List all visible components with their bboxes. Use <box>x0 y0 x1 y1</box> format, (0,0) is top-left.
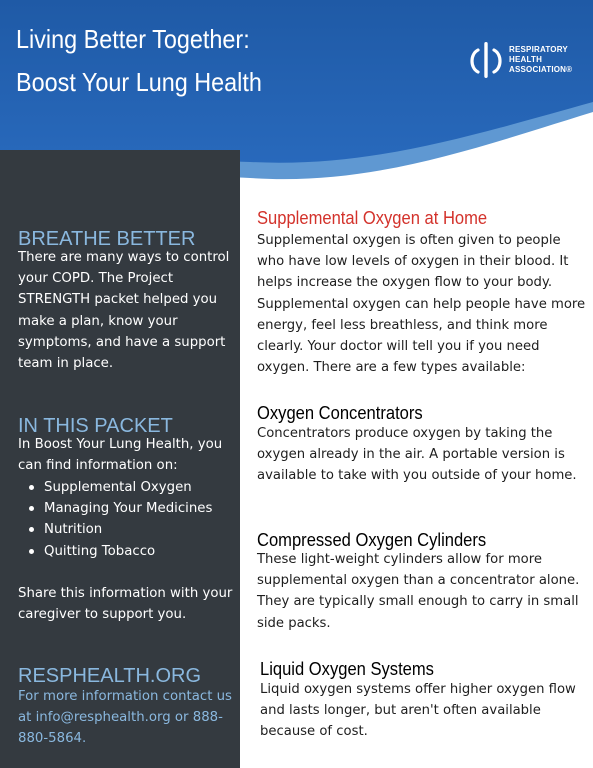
organization-logo <box>466 40 586 80</box>
section-heading-supplemental-oxygen: Supplemental Oxygen at Home <box>257 208 488 228</box>
section-body-liquid-oxygen-systems: Liquid oxygen systems offer higher oxygen flow and lasts longer, but aren't often available because of cost. <box>260 682 576 740</box>
contact-info-text: For more information contact us at info@resphealth.org or 888-880-5864. <box>18 689 232 747</box>
list-item: Quitting Tobacco <box>24 541 234 562</box>
section-heading-oxygen-concentrators: Oxygen Concentrators <box>257 403 423 423</box>
logo-text-line-1: RESPIRATORY <box>509 45 568 54</box>
breathe-better-text: There are many ways to control your COPD. The Project STRENGTH packet helped you make a plan, know your symptoms, and have a support team in place. <box>18 250 230 372</box>
breathe-better-heading: BREATHE BETTER <box>18 228 196 250</box>
packet-topics-list <box>24 477 234 562</box>
website-heading: RESPHEALTH.ORG <box>18 665 201 687</box>
section-body-compressed-oxygen-cylinders: These light-weight cylinders allow for more supplemental oxygen than a concentrator alone. They are typically small enough to carry in small side packs. <box>257 552 580 631</box>
sidebar <box>0 150 240 768</box>
logo-text-line-2: HEALTH <box>509 55 543 64</box>
page-title-line-2: Boost Your Lung Health <box>16 67 262 97</box>
list-item: Managing Your Medicines <box>24 498 234 519</box>
list-item: Supplemental Oxygen <box>24 477 234 498</box>
section-heading-compressed-oxygen-cylinders: Compressed Oxygen Cylinders <box>257 530 487 550</box>
section-body-oxygen-concentrators: Concentrators produce oxygen by taking the oxygen already in the air. A portable version is available to take with you outside of your home. <box>257 426 577 484</box>
section-heading-liquid-oxygen-systems: Liquid Oxygen Systems <box>260 659 434 679</box>
logo-text-line-3: ASSOCIATION® <box>509 65 573 74</box>
respiratory-health-association-logo-icon <box>466 40 506 80</box>
list-item: Nutrition <box>24 519 234 540</box>
in-this-packet-heading: IN THIS PACKET <box>18 415 173 437</box>
packet-intro-text: In Boost Your Lung Health, you can find information on: <box>18 437 223 474</box>
page-title-line-1: Living Better Together: <box>16 24 250 54</box>
section-body-supplemental-oxygen: Supplemental oxygen is often given to people who have low levels of oxygen in their blood. It helps increase the oxygen flow to your body. Supplemental oxygen can help people have more energy, feel less breathless, and think more clearly. Your doctor will tell you if you need oxygen. There are a few types available: <box>257 233 586 376</box>
packet-outro-text: Share this information with your caregiver to support you. <box>18 586 233 623</box>
